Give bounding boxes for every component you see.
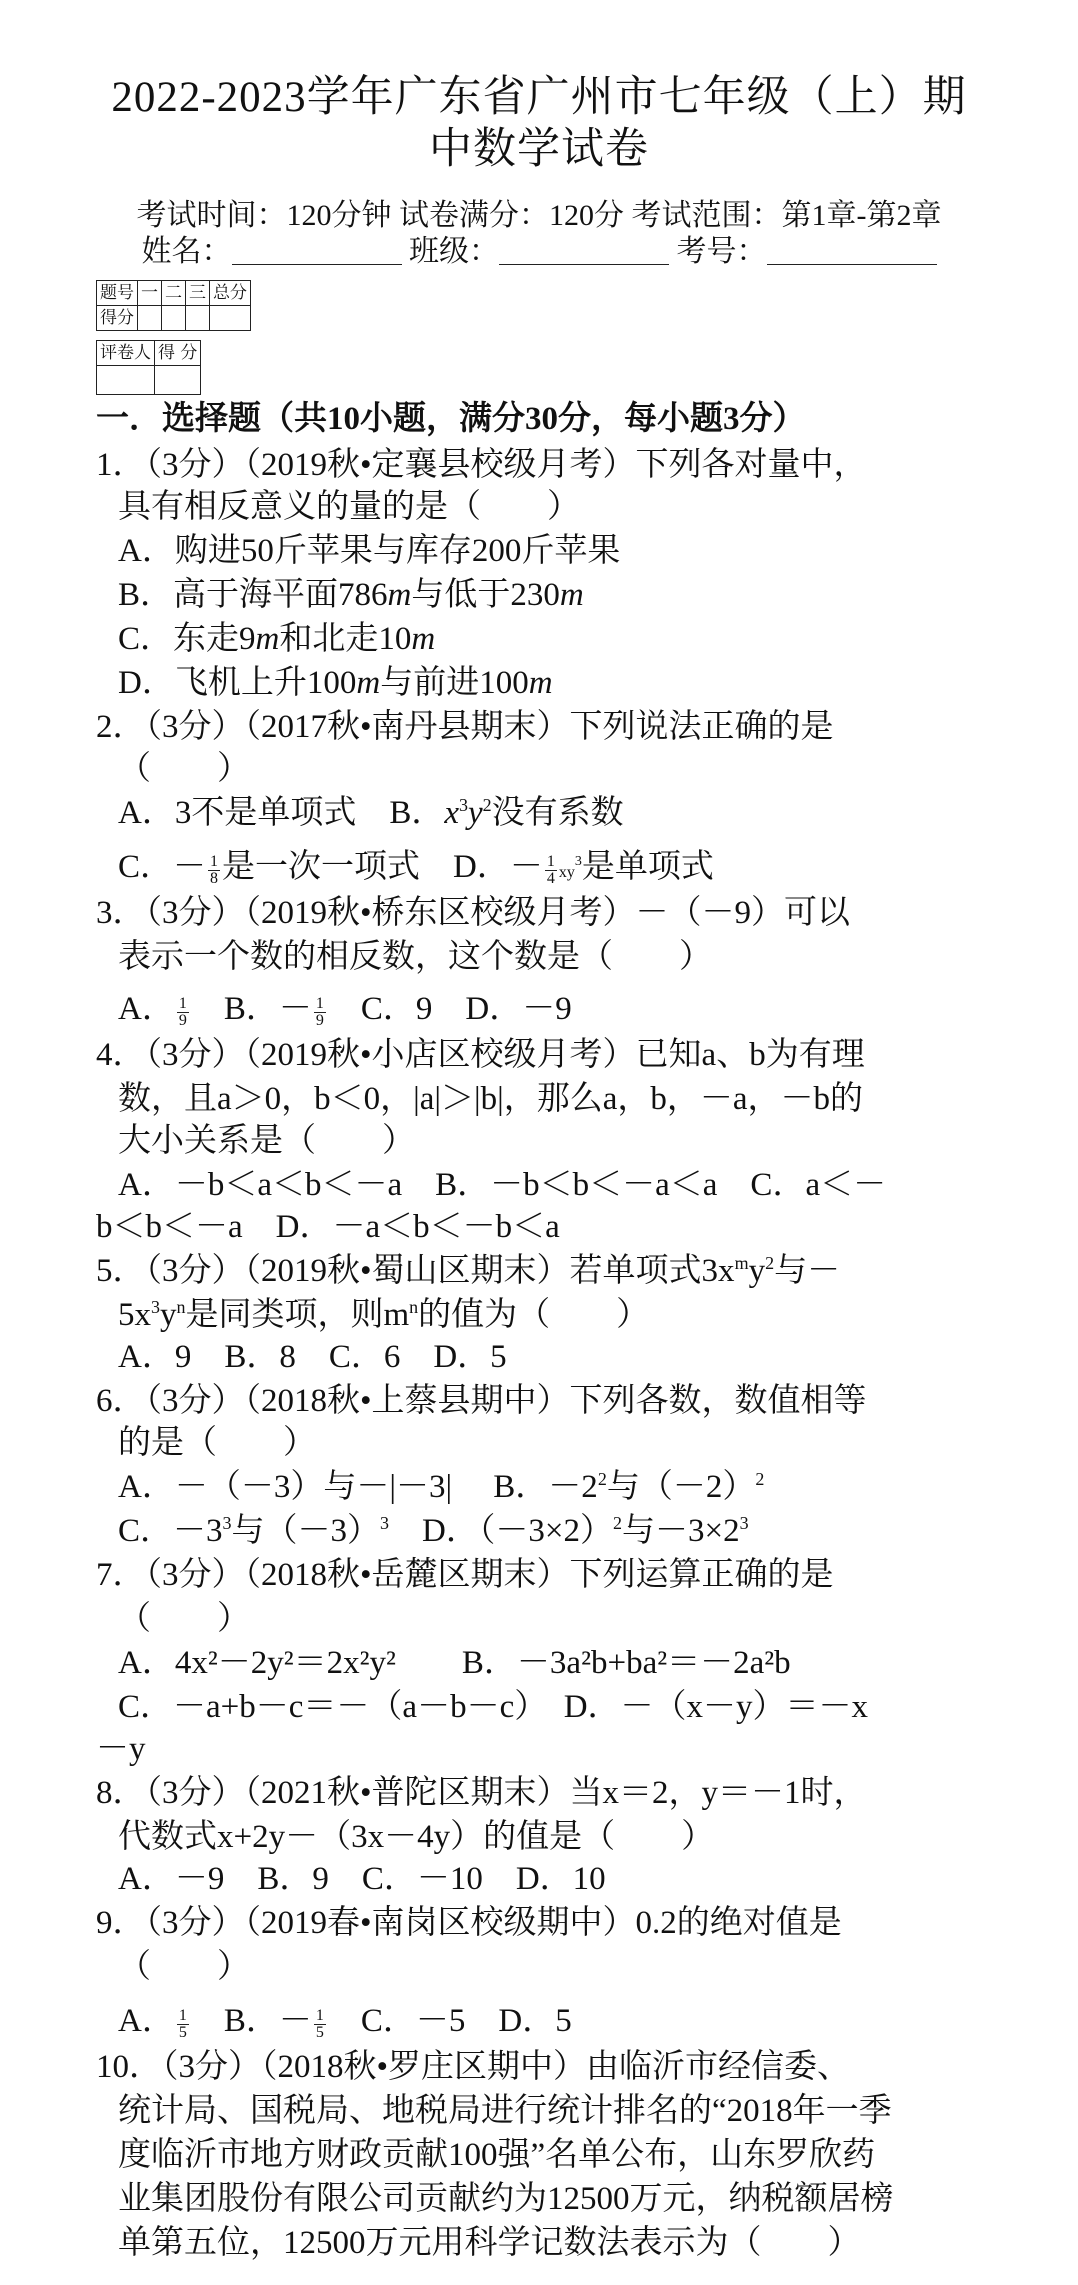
header-cell: 三 xyxy=(186,281,210,306)
q6-line1: 6．（3分）（2018秋•上蔡县期中）下列各数，数值相等 xyxy=(96,1383,867,1419)
grader-table xyxy=(96,340,201,395)
score-row xyxy=(97,306,251,331)
score-row-label: 得分 xyxy=(97,306,138,331)
q1-option-d: D．飞机上升100m与前进100m xyxy=(118,665,553,701)
q3-line2: 表示一个数的相反数，这个数是（ ） xyxy=(118,939,712,975)
fraction: $\frac{1}{5}$ xyxy=(178,2007,187,2041)
q10-line4: 业集团股份有限公司贡献约为12500万元，纳税额居榜 xyxy=(118,2181,894,2217)
q10-line1: 10．（3分）（2018秋•罗庄区期中）由临沂市经信委、 xyxy=(96,2049,851,2085)
score-table xyxy=(96,280,251,331)
grader-row xyxy=(97,366,201,395)
fraction: $\frac{1}{9}$ xyxy=(178,995,187,1029)
q2-options-cd: C．－ $\frac{1}{8}$ 是一次一项式 D．－ $\frac{1}{4}$ $xy^3$是单项式 xyxy=(118,849,714,887)
q7-options-cont: －y xyxy=(96,1731,146,1767)
student-fields xyxy=(0,234,1078,270)
q6-options-cd: C．$-3^3$与$(-3)^3$ D．$(-3\times 2)^2$与$-3\times 2^3$ xyxy=(118,1513,749,1549)
grader-cell xyxy=(97,366,155,395)
q4-line3: 大小关系是（ ） xyxy=(118,1123,415,1159)
header-cell: 二 xyxy=(162,281,186,306)
fraction: $\frac{1}{5}$ xyxy=(315,2007,324,2041)
q1-line2: 具有相反意义的量的是（ ） xyxy=(118,489,580,525)
q6-line2: 的是（ ） xyxy=(118,1425,316,1461)
q2-line2: （ ） xyxy=(118,751,250,787)
q3-line1: 3．（3分）（2019秋•桥东区校级月考）－（－9）可以 xyxy=(96,895,851,931)
header-cell: 总分 xyxy=(210,281,251,306)
q1-option-b: B．高于海平面786m与低于230m xyxy=(118,577,584,613)
q7-line2: （ ） xyxy=(118,1601,250,1637)
class-label: 班级： xyxy=(409,235,499,268)
q9-line1: 9．（3分）（2019春•南岗区校级期中）0.2的绝对值是 xyxy=(96,1905,842,1941)
q7-options-cd: C．－a+b－c＝－（a－b－c） D．－（x－y）＝－x xyxy=(118,1689,869,1725)
score-cell xyxy=(186,306,210,331)
header-cell: 一 xyxy=(138,281,162,306)
score-cell xyxy=(210,306,251,331)
score-cell xyxy=(162,306,186,331)
q4-line2: 数，且a＞0，b＜0，|a|＞|b|，那么a，b，－a，－b的 xyxy=(118,1081,864,1117)
q9-line2: （ ） xyxy=(118,1949,250,1985)
score-cell xyxy=(138,306,162,331)
fraction: $\frac{1}{9}$ xyxy=(315,995,324,1029)
q5-line1: 5．（3分）（2019秋•蜀山区期末）若单项式$3x^my^2$与－ xyxy=(96,1253,841,1289)
q8-options: A．－9 B．9 C．－10 D．10 xyxy=(118,1861,606,1897)
q10-line2: 统计局、国税局、地税局进行统计排名的“2018年一季 xyxy=(118,2093,892,2129)
q9-options: A． $\frac{1}{5}$ B．－ $\frac{1}{5}$ C．－5 D．5 xyxy=(118,2003,572,2041)
q6-options-ab: A．－（－3）与－|－3| B．$-2^2$与$(-2)^2$ xyxy=(118,1469,765,1505)
fraction: $\frac{1}{8}$ xyxy=(210,853,219,887)
q4-line1: 4．（3分）（2019秋•小店区校级月考）已知a、b为有理 xyxy=(96,1037,865,1073)
exam-info: 考试时间：120分钟 试卷满分：120分 考试范围：第1章-第2章 xyxy=(136,199,942,232)
q8-line2: 代数式x+2y－（3x－4y）的值是（ ） xyxy=(118,1819,715,1855)
exam-title-line2: 中数学试卷 xyxy=(429,126,649,173)
q3-options: A． $\frac{1}{9}$ B．－ $\frac{1}{9}$ C．9 D．－9 xyxy=(118,991,572,1029)
grader-header xyxy=(97,341,201,366)
q4-options-line2: b＜b＜－a D．－a＜b＜－b＜a xyxy=(96,1209,560,1245)
grader-label: 评卷人 xyxy=(97,341,155,366)
q10-line5: 单第五位，12500万元用科学记数法表示为（ ） xyxy=(118,2225,861,2261)
fraction: $\frac{1}{4}$ xyxy=(546,853,555,887)
exam-title-line1: 2022-2023学年广东省广州市七年级（上）期 xyxy=(111,74,967,121)
q7-line1: 7．（3分）（2018秋•岳麓区期末）下列运算正确的是 xyxy=(96,1557,834,1593)
header-cell: 题号 xyxy=(97,281,138,306)
q7-options-ab: A．4x²－2y²＝2x²y² B．－3a²b+ba²＝－2a²b xyxy=(118,1645,791,1681)
q1-option-c: C．东走9m和北走10m xyxy=(118,621,436,657)
name-label: 姓名： xyxy=(141,235,232,268)
grader-score-label: 得 分 xyxy=(155,341,201,366)
name-blank xyxy=(232,238,402,265)
q4-options-line1: A．－b＜a＜b＜－a B．－b＜b＜－a＜a C．a＜－ xyxy=(118,1167,887,1203)
number-blank xyxy=(767,238,937,265)
q2-line1: 2．（3分）（2017秋•南丹县期末）下列说法正确的是 xyxy=(96,709,834,745)
score-table-header xyxy=(97,281,251,306)
q5-line2: $5x^3y^n$是同类项，则$m^n$的值为（ ） xyxy=(118,1297,650,1333)
section1-heading: 一．选择题（共10小题，满分30分，每小题3分） xyxy=(96,401,806,437)
class-blank xyxy=(499,238,669,265)
q1-option-a: A．购进50斤苹果与库存200斤苹果 xyxy=(118,533,621,569)
q8-line1: 8．（3分）（2021秋•普陀区期末）当x＝2，y＝－1时， xyxy=(96,1775,867,1811)
number-label: 考号： xyxy=(676,235,767,268)
q1-line1: 1．（3分）（2019秋•定襄县校级月考）下列各对量中， xyxy=(96,447,867,483)
grader-score-cell xyxy=(155,366,201,395)
q10-line3: 度临沂市地方财政贡献100强”名单公布，山东罗欣药 xyxy=(118,2137,876,2173)
q2-options-ab: A．3不是单项式 B．$x^3y^2$没有系数 xyxy=(118,795,624,831)
q5-options: A．9 B．8 C．6 D．5 xyxy=(118,1339,507,1375)
